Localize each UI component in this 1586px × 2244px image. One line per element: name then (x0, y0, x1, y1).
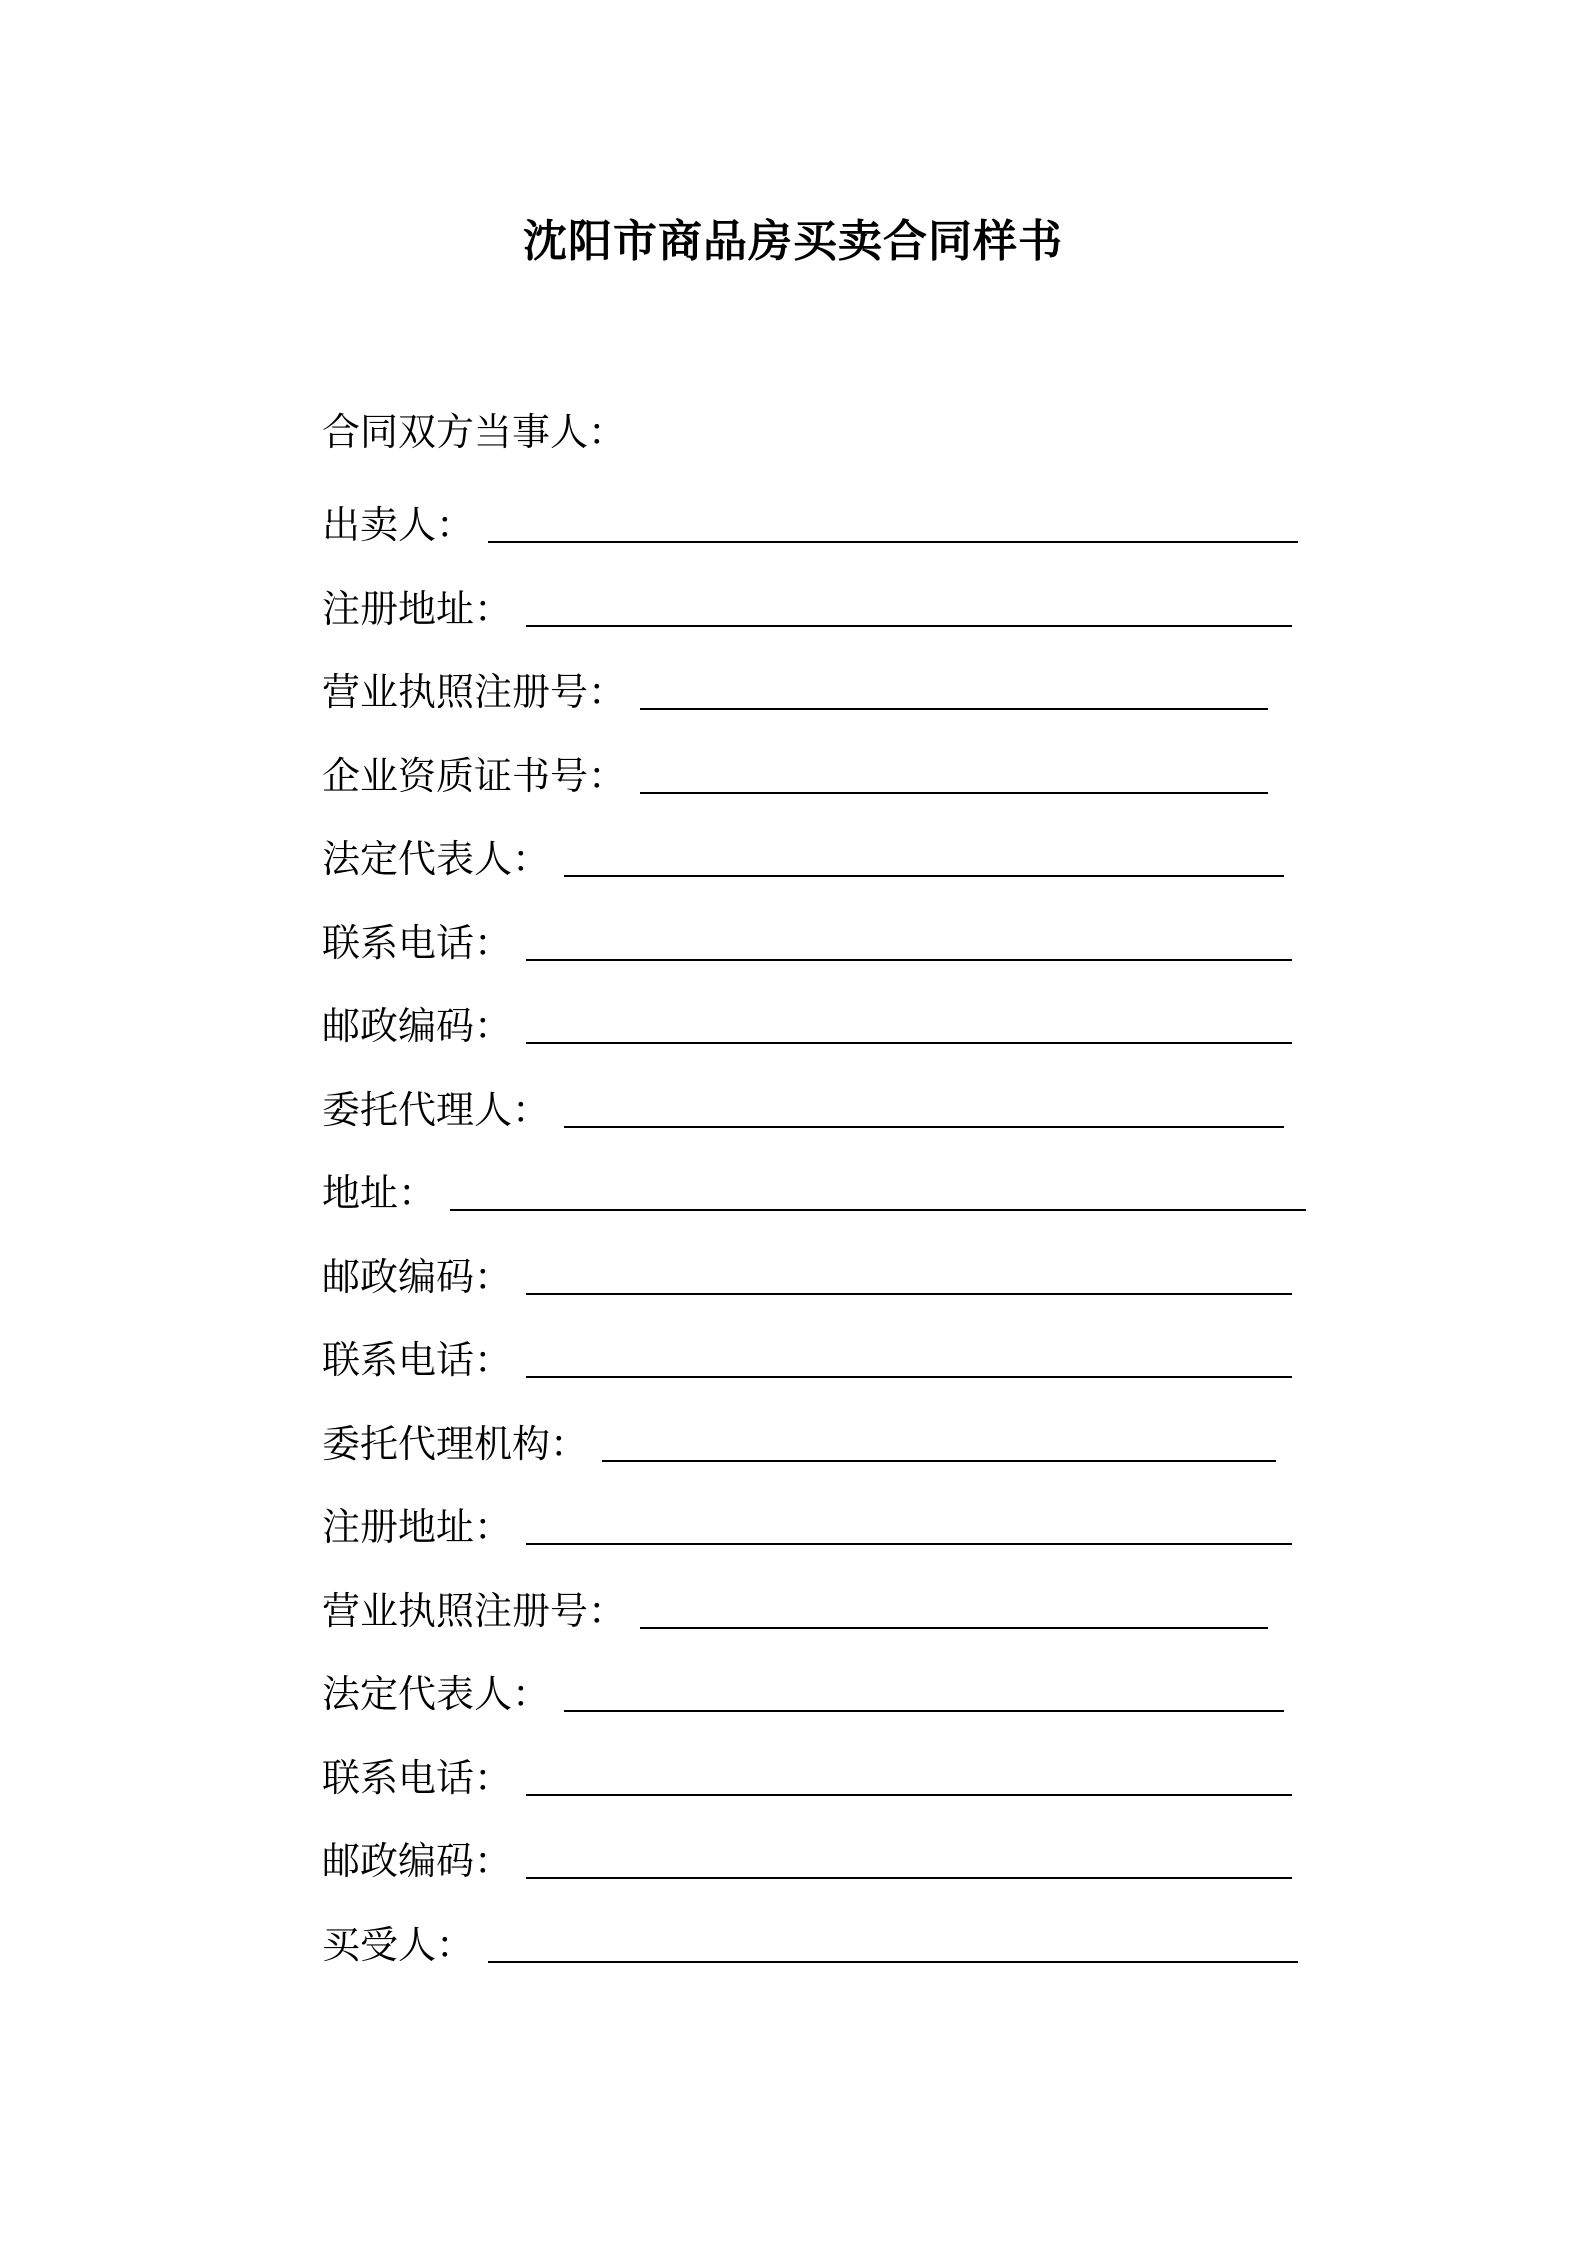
field-label: 企业资质证书号： (322, 754, 627, 798)
field-buyer (322, 1917, 1298, 1973)
field-legal-representative (322, 1666, 1284, 1722)
field-registered-address (322, 1499, 1292, 1555)
field-label: 注册地址： (322, 1505, 513, 1549)
field-seller (322, 497, 1298, 553)
field-label: 委托代理机构： (322, 1422, 589, 1466)
fill-in-blank[interactable] (450, 1209, 1306, 1211)
field-phone (322, 915, 1292, 971)
parties-heading: 合同双方当事人： (322, 410, 627, 454)
fill-in-blank[interactable] (564, 1710, 1284, 1712)
field-label: 营业执照注册号： (322, 670, 627, 714)
field-label: 邮政编码： (322, 1004, 513, 1048)
field-authorized-agent (322, 1082, 1284, 1138)
field-label: 联系电话： (322, 921, 513, 965)
field-label: 地址： (322, 1171, 437, 1215)
field-phone (322, 1332, 1292, 1388)
fill-in-blank[interactable] (526, 1794, 1292, 1796)
field-postal-code (322, 998, 1292, 1054)
field-label: 出卖人： (322, 503, 475, 547)
field-business-license-no (322, 1583, 1268, 1639)
document-title: 沈阳市商品房买卖合同样书 (523, 216, 1063, 267)
fill-in-blank[interactable] (640, 708, 1268, 710)
fill-in-blank[interactable] (602, 1460, 1276, 1462)
field-postal-code (322, 1249, 1292, 1305)
fill-in-blank[interactable] (526, 1376, 1292, 1378)
fill-in-blank[interactable] (526, 1293, 1292, 1295)
field-agency (322, 1416, 1276, 1472)
field-address (322, 1165, 1306, 1221)
field-label: 联系电话： (322, 1756, 513, 1800)
fill-in-blank[interactable] (526, 1877, 1292, 1879)
field-label: 法定代表人： (322, 837, 551, 881)
field-postal-code (322, 1833, 1292, 1889)
field-business-license-no (322, 664, 1268, 720)
fill-in-blank[interactable] (488, 1961, 1298, 1963)
field-label: 买受人： (322, 1923, 475, 1967)
field-phone (322, 1750, 1292, 1806)
fill-in-blank[interactable] (564, 875, 1284, 877)
fill-in-blank[interactable] (526, 625, 1292, 627)
field-label: 委托代理人： (322, 1088, 551, 1132)
fill-in-blank[interactable] (564, 1126, 1284, 1128)
field-label: 法定代表人： (322, 1672, 551, 1716)
field-label: 邮政编码： (322, 1839, 513, 1883)
field-qualification-cert-no (322, 748, 1268, 804)
field-label: 营业执照注册号： (322, 1589, 627, 1633)
field-label: 邮政编码： (322, 1255, 513, 1299)
fill-in-blank[interactable] (488, 541, 1298, 543)
field-legal-representative (322, 831, 1284, 887)
fill-in-blank[interactable] (640, 1627, 1268, 1629)
fill-in-blank[interactable] (640, 792, 1268, 794)
fill-in-blank[interactable] (526, 959, 1292, 961)
fill-in-blank[interactable] (526, 1042, 1292, 1044)
fill-in-blank[interactable] (526, 1543, 1292, 1545)
field-registered-address (322, 581, 1292, 637)
field-label: 联系电话： (322, 1338, 513, 1382)
field-label: 注册地址： (322, 587, 513, 631)
